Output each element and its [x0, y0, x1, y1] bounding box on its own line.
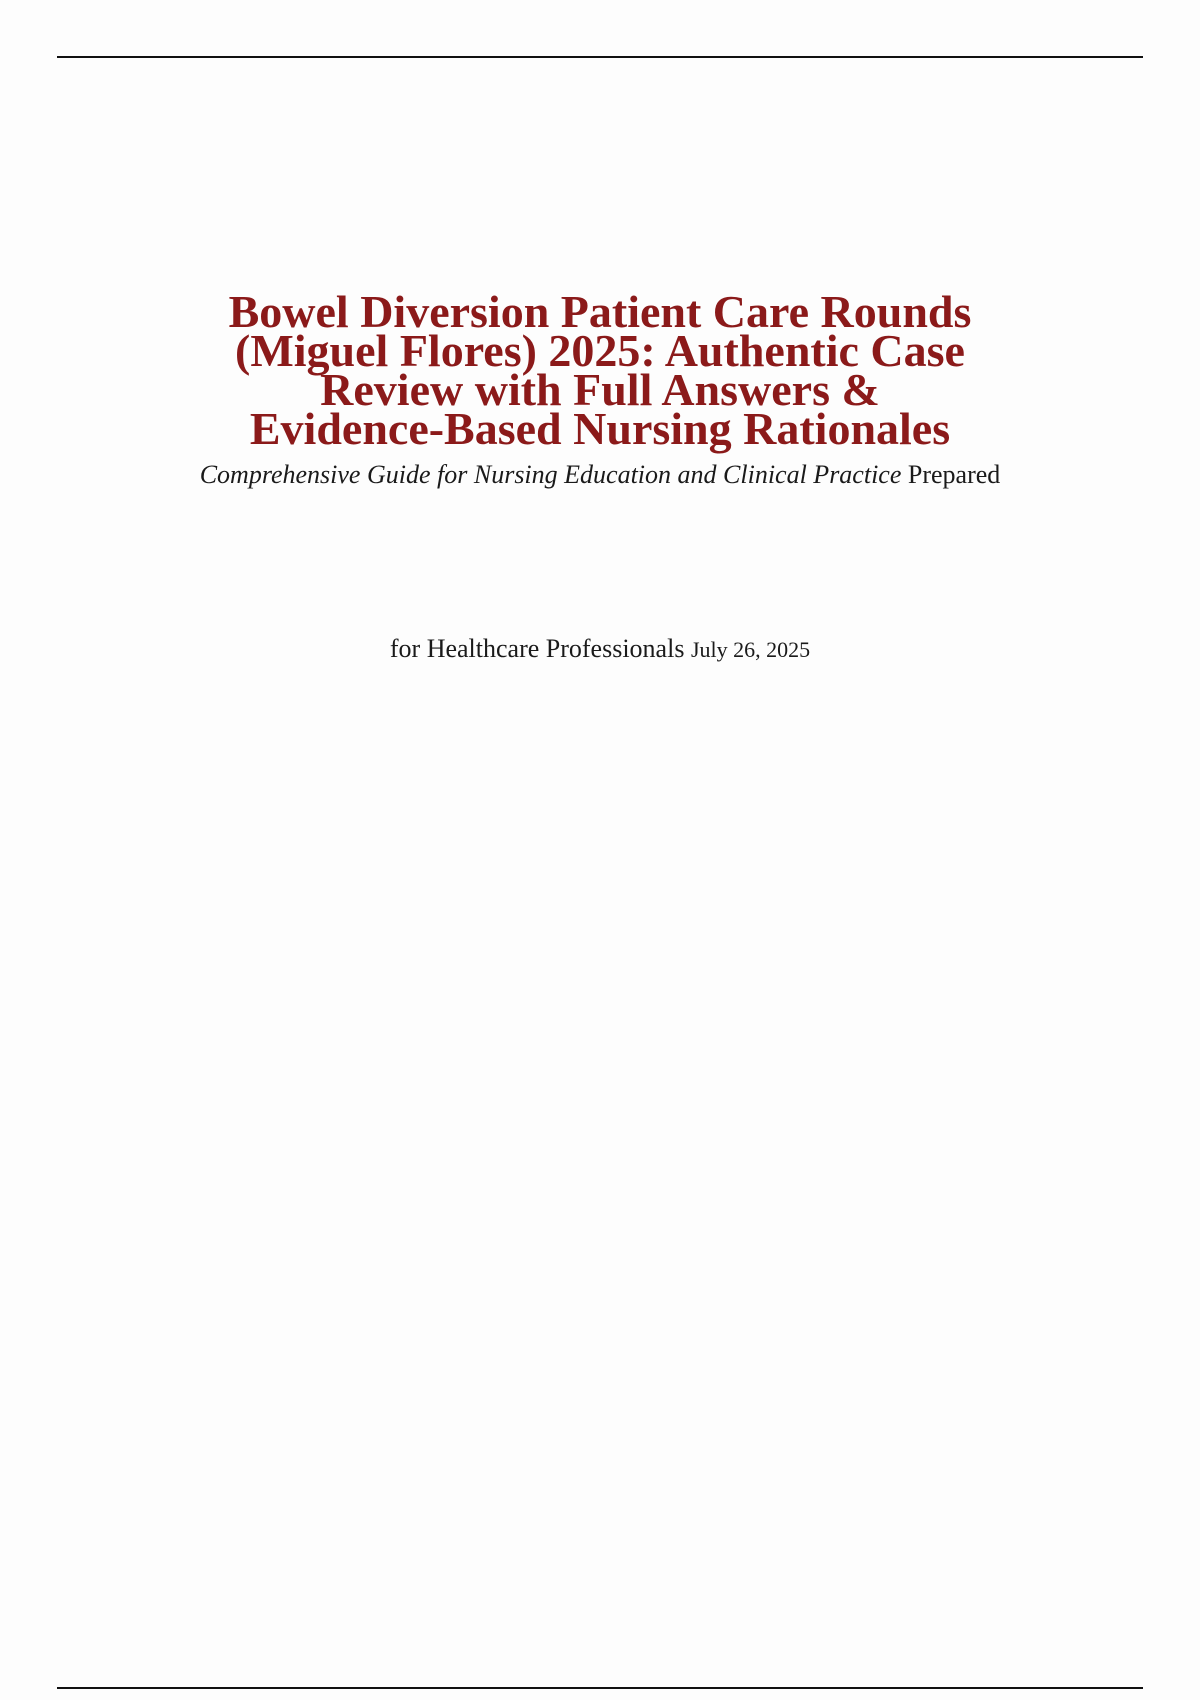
prepared-label: Prepared — [907, 460, 1001, 489]
document-title — [0, 286, 1200, 454]
title-line: Review with Full Answers & — [320, 364, 880, 415]
title-line: Bowel Diversion Patient Care Rounds — [228, 286, 972, 337]
header-rule — [57, 56, 1143, 58]
title-line: (Miguel Flores) 2025: Authentic Case — [235, 325, 965, 376]
document-date: July 26, 2025 — [690, 637, 811, 662]
title-line: Evidence-Based Nursing Rationales — [249, 403, 951, 454]
footer-rule — [57, 1687, 1143, 1689]
subtitle — [0, 460, 1200, 490]
subtitle-text: Comprehensive Guide for Nursing Education and Clinical Practice — [199, 460, 902, 489]
audience-text: for Healthcare Professionals — [389, 634, 685, 663]
prepared-for — [0, 634, 1200, 665]
